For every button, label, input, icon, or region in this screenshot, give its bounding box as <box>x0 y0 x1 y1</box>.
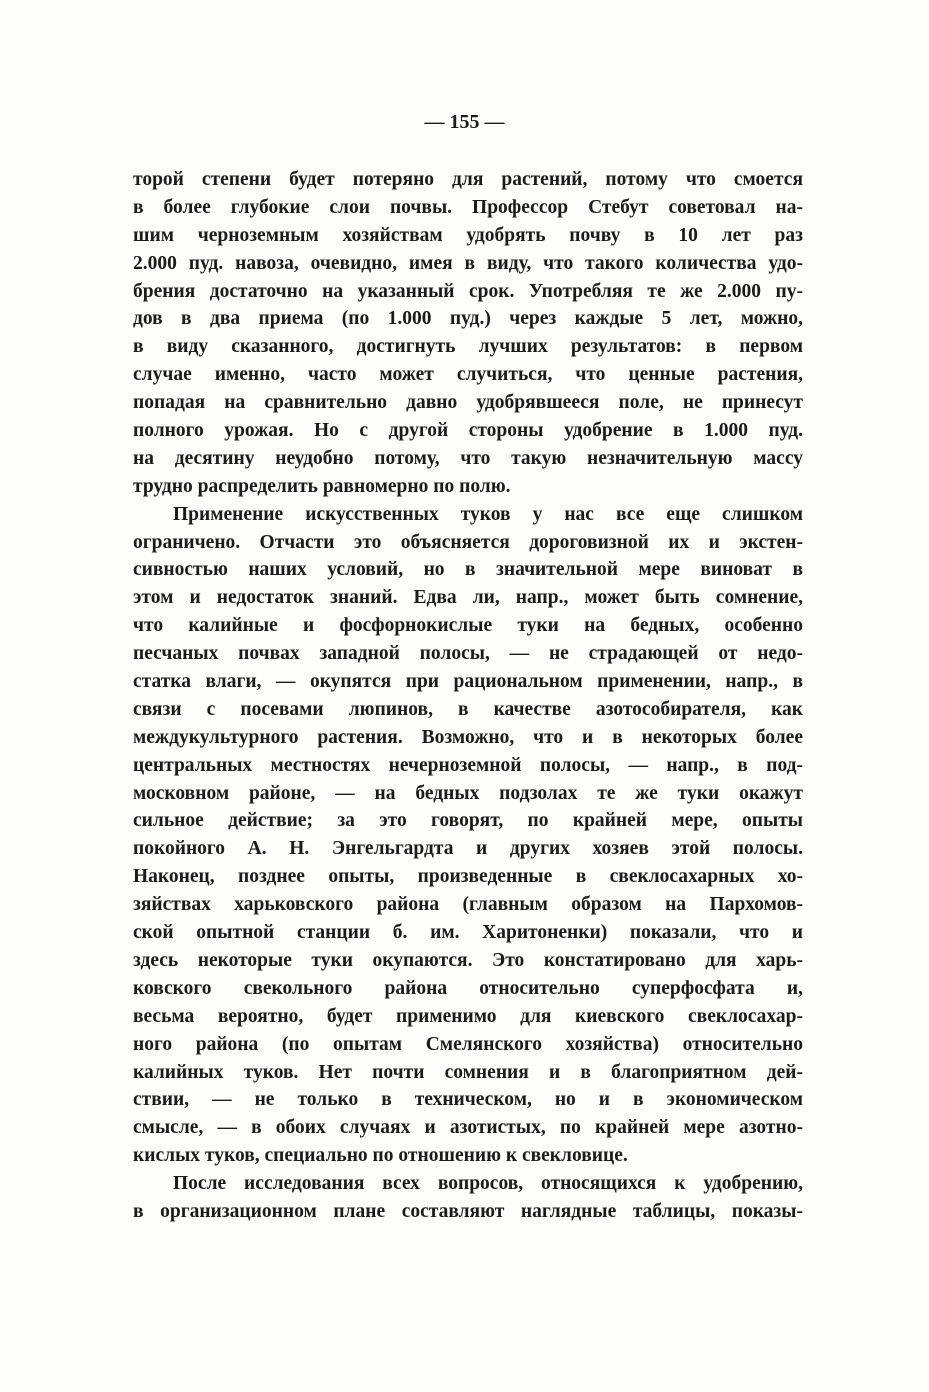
text-line <box>133 556 803 584</box>
line-text: Применение искусственных туков у нас все еще слишком <box>173 503 803 525</box>
text-line <box>133 194 803 222</box>
text-line <box>133 807 803 835</box>
line-text: Наконец, позднее опыты, произведенные в свеклосахарных хо- <box>133 866 803 888</box>
text-line <box>133 1114 803 1142</box>
line-text: ствии, — не только в техническом, но и в экономическом <box>133 1089 803 1111</box>
text-line <box>133 222 803 250</box>
text-line <box>133 724 803 752</box>
line-text: После исследования всех вопросов, относящихся к удобрению, <box>173 1173 803 1195</box>
text-line <box>133 361 803 389</box>
line-text: шим черноземным хозяйствам удобрять почву в 10 лет раз <box>133 224 803 246</box>
text-line <box>133 278 803 306</box>
paragraph <box>133 501 803 1170</box>
line-text: центральных местностях нечерноземной полосы, — напр., в под- <box>133 754 803 776</box>
line-text: брения достаточно на указанный срок. Употребляя те же 2.000 пу- <box>133 280 803 302</box>
text-line <box>133 1003 803 1031</box>
line-text: случае именно, часто может случиться, что ценные растения, <box>133 364 803 386</box>
text-line <box>133 529 803 557</box>
text-line <box>133 166 803 194</box>
text-line <box>133 1031 803 1059</box>
line-text: ного района (по опытам Смелянского хозяйства) относительно <box>133 1033 803 1055</box>
line-text: здесь некоторые туки окупаются. Это констатировано для харь- <box>133 949 803 971</box>
text-line <box>133 863 803 891</box>
line-text: трудно распределить равномерно по полю. <box>133 475 511 497</box>
line-text: песчаных почвах западной полосы, — не страдающей от недо- <box>133 643 803 665</box>
text-line <box>133 835 803 863</box>
line-text: калийных туков. Нет почти сомнения и в благоприятном дей- <box>133 1061 803 1083</box>
text-line <box>133 1170 803 1198</box>
text-line <box>133 1198 803 1226</box>
text-line <box>133 891 803 919</box>
text-body <box>133 166 803 1226</box>
line-text: весьма вероятно, будет применимо для киевского свеклосахар- <box>133 1005 803 1027</box>
paragraph <box>133 1170 803 1226</box>
line-text: в организационном плане составляют наглядные таблицы, показы- <box>133 1200 803 1222</box>
text-line <box>133 1086 803 1114</box>
text-line <box>133 668 803 696</box>
line-text: в виду сказанного, достигнуть лучших результатов: в первом <box>133 336 803 358</box>
text-line <box>133 584 803 612</box>
text-line <box>133 333 803 361</box>
line-text: ковского свекольного района относительно суперфосфата и, <box>133 977 803 999</box>
line-text: междукультурного растения. Возможно, что и в некоторых более <box>133 726 803 748</box>
line-text: кислых туков, специально по отношению к свекловице. <box>133 1145 628 1167</box>
text-line <box>133 445 803 473</box>
line-text: 2.000 пуд. навоза, очевидно, имея в виду, что такого количества удо- <box>133 252 803 274</box>
line-text: связи с посевами люпинов, в качестве азотособирателя, как <box>133 698 803 720</box>
text-line <box>133 1142 803 1170</box>
text-line <box>133 780 803 808</box>
text-line <box>133 389 803 417</box>
line-text: сильное действие; за это говорят, по крайней мере, опыты <box>133 810 803 832</box>
text-line <box>133 752 803 780</box>
line-text: сивностью наших условий, но в значительной мере виноват в <box>133 559 803 581</box>
line-text: торой степени будет потеряно для растений, потому что смоется <box>133 169 803 190</box>
text-line <box>133 417 803 445</box>
line-text: статка влаги, — окупятся при рациональном применении, напр., в <box>133 671 803 693</box>
text-line <box>133 250 803 278</box>
line-text: полного урожая. Но с другой стороны удобрение в 1.000 пуд. <box>133 420 803 442</box>
text-line <box>133 305 803 333</box>
line-text: дов в два приема (по 1.000 пуд.) через каждые 5 лет, можно, <box>133 308 803 330</box>
line-text: этом и недостаток знаний. Едва ли, напр., может быть сомнение, <box>133 587 803 609</box>
text-line <box>133 975 803 1003</box>
line-text: попадая на сравнительно давно удобрявшееся поле, не принесут <box>133 392 803 414</box>
page-number <box>0 108 929 136</box>
line-text: ской опытной станции б. им. Харитоненки) показали, что и <box>133 922 803 944</box>
line-text: покойного А. Н. Энгельгардта и других хозяев этой полосы. <box>133 838 803 860</box>
paragraph <box>133 166 803 501</box>
text-line <box>133 919 803 947</box>
text-line <box>133 640 803 668</box>
text-line <box>133 947 803 975</box>
text-line <box>133 696 803 724</box>
text-line <box>133 612 803 640</box>
page-number-text: — 155 — <box>424 111 505 133</box>
line-text: что калийные и фосфорнокислые туки на бедных, особенно <box>133 615 803 637</box>
line-text: ограничено. Отчасти это объясняется дороговизной их и экстен- <box>133 531 803 553</box>
text-line <box>133 1059 803 1087</box>
text-line <box>133 501 803 529</box>
line-text: на десятину неудобно потому, что такую незначительную массу <box>133 447 803 469</box>
text-line <box>133 473 803 501</box>
line-text: московном районе, — на бедных подзолах те же туки окажут <box>133 782 803 804</box>
line-text: в более глубокие слои почвы. Профессор Стебут советовал на- <box>133 196 803 218</box>
line-text: смысле, — в обоих случаях и азотистых, по крайней мере азотно- <box>133 1117 803 1139</box>
line-text: зяйствах харьковского района (главным образом на Пархомов- <box>133 894 803 916</box>
